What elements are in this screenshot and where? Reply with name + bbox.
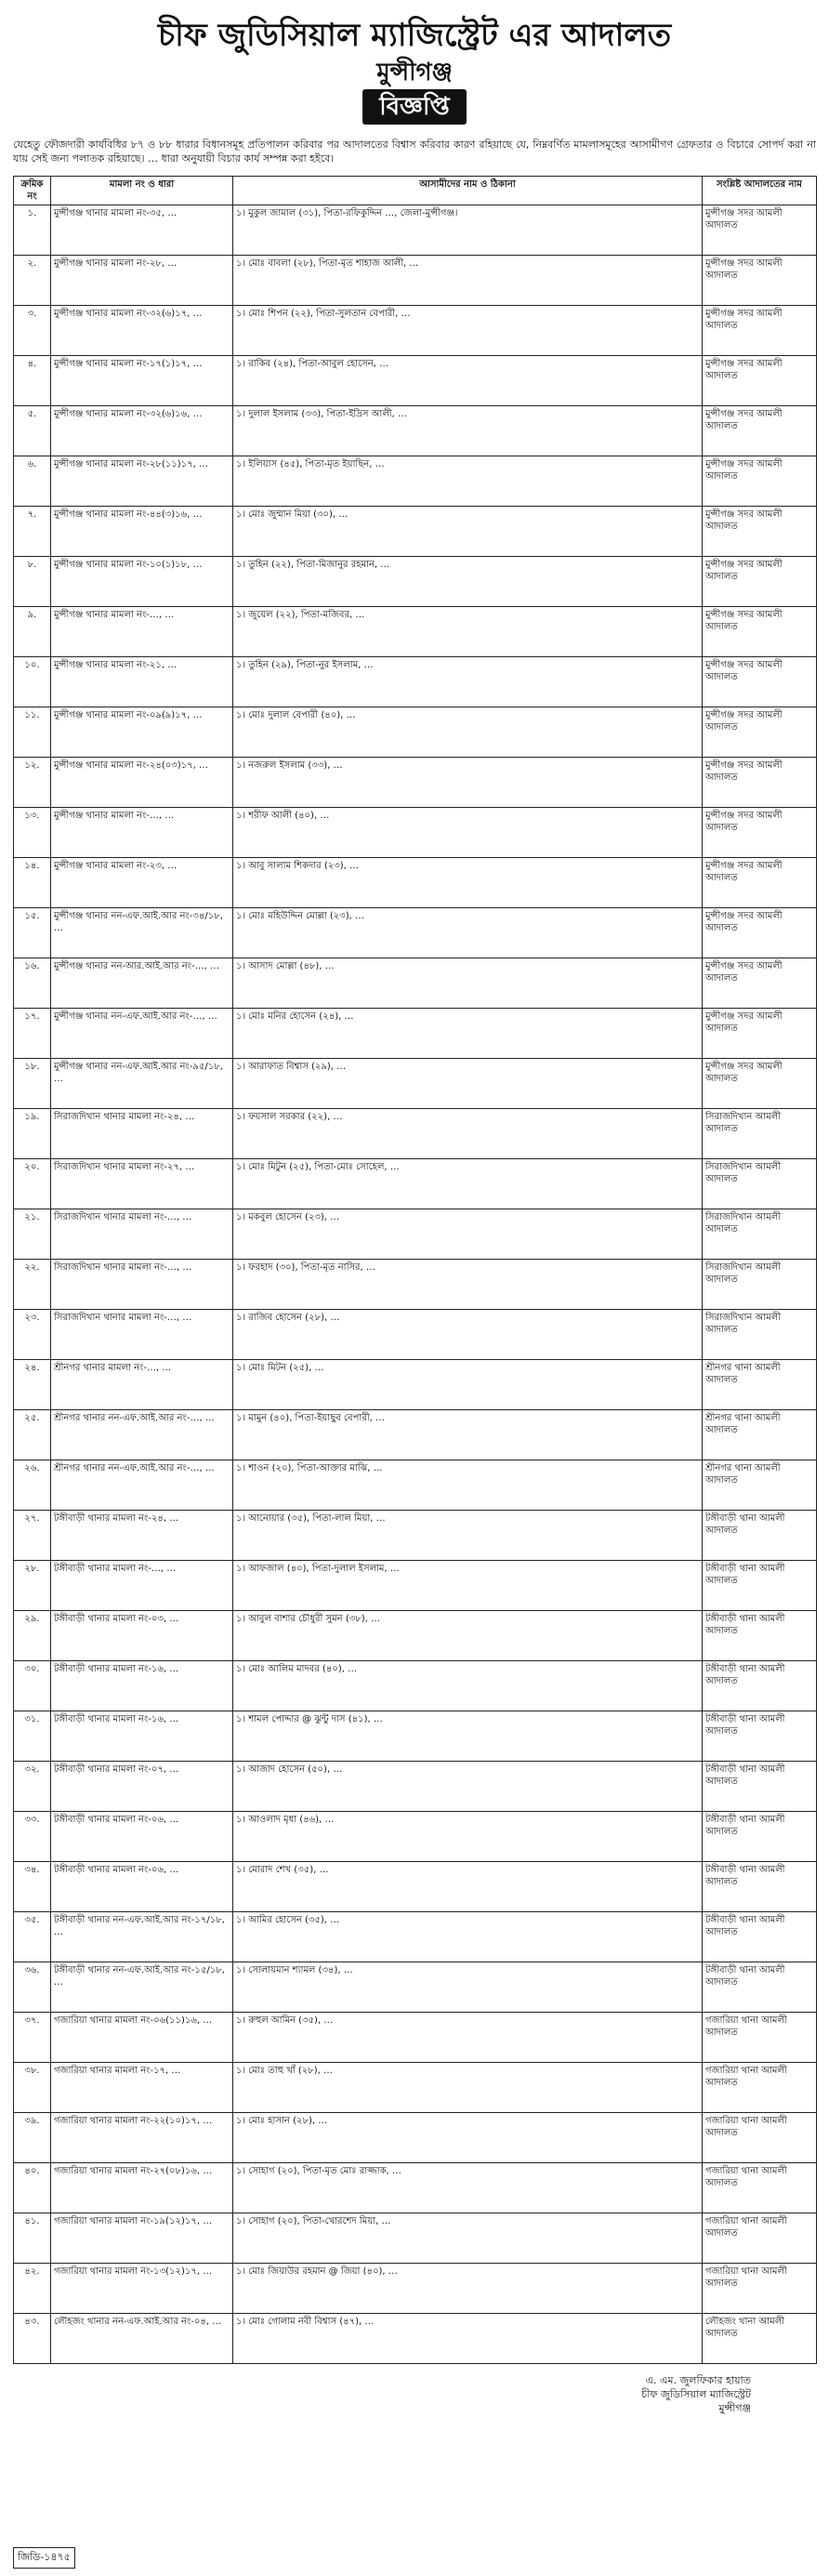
row-serial: ১৮.	[14, 1059, 51, 1109]
table-row	[14, 657, 817, 707]
row-accused: ১। মোঃ মনির হোসেন (২৪), …	[233, 1009, 703, 1059]
row-court: সিরাজদিখান আমলী আদালত	[703, 1209, 817, 1260]
accused-table	[13, 176, 817, 2364]
row-accused: ১। তুহিন (২২), পিতা-মিজানুর রহমান, …	[233, 557, 703, 607]
row-accused: ১। আরাফাত বিশ্বাস (২৯), …	[233, 1059, 703, 1109]
signatory-title: চীফ জুডিসিয়াল ম্যাজিস্ট্রেট	[641, 2388, 751, 2400]
table-row	[14, 1912, 817, 1962]
row-court: মুন্সীগঞ্জ সদর আমলী আদালত	[703, 607, 817, 657]
row-serial: ৪২.	[14, 2264, 51, 2314]
row-serial: ১৬.	[14, 958, 51, 1009]
row-case: মুন্সীগঞ্জ থানার নন-এফ.আই.আর নং-৯৫/১৮, …	[51, 1059, 233, 1109]
table-row	[14, 808, 817, 858]
row-serial: ৩১.	[14, 1711, 51, 1762]
row-case: মুন্সীগঞ্জ থানার মামলা নং-২৪(০৩)১৭, …	[51, 758, 233, 808]
row-court: মুন্সীগঞ্জ সদর আমলী আদালত	[703, 356, 817, 406]
table-row	[14, 707, 817, 758]
row-accused: ১। মোঃ শিপন (২২), পিতা-সুলতান বেপারী, …	[233, 306, 703, 356]
signatory-name: এ. এম. জুলফিকার হায়াত	[645, 2374, 751, 2386]
row-case: টঙ্গীবাড়ী থানার মামলা নং-১৬, …	[51, 1661, 233, 1711]
row-accused: ১। আজাদ হোসেন (৫০), …	[233, 1762, 703, 1812]
table-row	[14, 1260, 817, 1310]
row-court: লৌহজং থানা আমলী আদালত	[703, 2314, 817, 2364]
row-case: সিরাজদিখান থানার মামলা নং-…, …	[51, 1310, 233, 1360]
row-court: সিরাজদিখান আমলী আদালত	[703, 1310, 817, 1360]
table-row	[14, 2213, 817, 2264]
row-case: টঙ্গীবাড়ী থানার মামলা নং-০৬, …	[51, 1862, 233, 1912]
table-row	[14, 205, 817, 256]
table-header-row	[14, 177, 817, 205]
row-serial: ১৭.	[14, 1009, 51, 1059]
row-case: গজারিয়া থানার মামলা নং-১৩(১২)১৭, …	[51, 2264, 233, 2314]
row-case: গজারিয়া থানার মামলা নং-২৭(০৮)১৬, …	[51, 2163, 233, 2213]
row-accused: ১। নজরুল ইসলাম (৩৩), …	[233, 758, 703, 808]
row-accused: ১। মকবুল হোসেন (২৩), …	[233, 1209, 703, 1260]
row-accused: ১। তুহিন (২৯), পিতা-নুর ইসলাম, …	[233, 657, 703, 707]
row-court: শ্রীনগর থানা আমলী আদালত	[703, 1360, 817, 1410]
row-serial: ১৫.	[14, 908, 51, 958]
row-accused: ১। দুলাল ইসলাম (৩৩), পিতা-ইদ্রিস আলী, …	[233, 406, 703, 456]
row-accused: ১। মোঃ হাসান (২৮), …	[233, 2113, 703, 2163]
table-row	[14, 1410, 817, 1460]
signatory-place: মুন্সীগঞ্জ	[718, 2402, 751, 2414]
row-case: টঙ্গীবাড়ী থানার মামলা নং-…, …	[51, 1561, 233, 1611]
table-row	[14, 2264, 817, 2314]
row-court: টঙ্গীবাড়ী থানা আমলী আদালত	[703, 1611, 817, 1661]
row-case: মুন্সীগঞ্জ থানার মামলা নং-২১, …	[51, 657, 233, 707]
row-court: গজারিয়া থানা আমলী আদালত	[703, 2013, 817, 2063]
table-row	[14, 1159, 817, 1209]
row-case: মুন্সীগঞ্জ থানার মামলা নং-…, …	[51, 808, 233, 858]
table-row	[14, 356, 817, 406]
table-row	[14, 1059, 817, 1109]
row-accused: ১। মোঃ মিটুন (২৫), পিতা-মোঃ সোহেল, …	[233, 1159, 703, 1209]
table-row	[14, 2063, 817, 2113]
row-accused: ১। মোরাদ শেখ (৩৫), …	[233, 1862, 703, 1912]
row-accused: ১। সোহাগ (২০), পিতা-খোরশেদ মিয়া, …	[233, 2213, 703, 2264]
notice-label: বিজ্ঞপ্তি	[362, 89, 467, 125]
row-court: গজারিয়া থানা আমলী আদালত	[703, 2213, 817, 2264]
table-row	[14, 507, 817, 557]
table-row	[14, 1360, 817, 1410]
court-title: চীফ জুডিসিয়াল ম্যাজিস্ট্রেট এর আদালত	[157, 17, 672, 54]
table-row	[14, 1711, 817, 1762]
row-case: মুন্সীগঞ্জ থানার মামলা নং-৩২(৬)১৬, …	[51, 406, 233, 456]
row-accused: ১। আওলাদ মৃধা (৪৬), …	[233, 1812, 703, 1862]
row-serial: ২.	[14, 256, 51, 306]
table-row	[14, 1862, 817, 1912]
row-court: মুন্সীগঞ্জ সদর আমলী আদালত	[703, 908, 817, 958]
row-court: মুন্সীগঞ্জ সদর আমলী আদালত	[703, 205, 817, 256]
row-accused: ১। সোহাগ (২০), পিতা-মৃত মোঃ রাজ্জাক, …	[233, 2163, 703, 2213]
row-serial: ২২.	[14, 1260, 51, 1310]
table-row	[14, 958, 817, 1009]
row-serial: ৭.	[14, 507, 51, 557]
row-case: মুন্সীগঞ্জ থানার নন-এফ.আই.আর নং-৩৪/১৮, …	[51, 908, 233, 958]
row-serial: ৮.	[14, 557, 51, 607]
row-court: মুন্সীগঞ্জ সদর আমলী আদালত	[703, 456, 817, 507]
row-serial: ৩৯.	[14, 2113, 51, 2163]
row-serial: ৩৫.	[14, 1912, 51, 1962]
row-court: মুন্সীগঞ্জ সদর আমলী আদালত	[703, 1009, 817, 1059]
district-name: মুন্সীগঞ্জ	[376, 59, 453, 86]
row-case: গজারিয়া থানার মামলা নং-২২(১০)১৭, …	[51, 2113, 233, 2163]
row-case: টঙ্গীবাড়ী থানার মামলা নং-০৩, …	[51, 1611, 233, 1661]
row-accused: ১। মোঃ তাহু খাঁ (২৮), …	[233, 2063, 703, 2113]
row-court: গজারিয়া থানা আমলী আদালত	[703, 2163, 817, 2213]
row-serial: ২০.	[14, 1159, 51, 1209]
row-serial: ৬.	[14, 456, 51, 507]
row-case: গজারিয়া থানার মামলা নং-০৬(১১)১৬, …	[51, 2013, 233, 2063]
row-case: মুন্সীগঞ্জ থানার মামলা নং-১০(১)১৮, …	[51, 557, 233, 607]
table-row	[14, 2113, 817, 2163]
table-row	[14, 1661, 817, 1711]
table-row	[14, 858, 817, 908]
row-court: টঙ্গীবাড়ী থানা আমলী আদালত	[703, 1962, 817, 2013]
row-court: টঙ্গীবাড়ী থানা আমলী আদালত	[703, 1711, 817, 1762]
row-serial: ১২.	[14, 758, 51, 808]
table-row	[14, 1812, 817, 1862]
row-accused: ১। সোলায়মান শ্যামল (৩৪), …	[233, 1962, 703, 2013]
row-case: গজারিয়া থানার মামলা নং-১৭, …	[51, 2063, 233, 2113]
table-row	[14, 2163, 817, 2213]
row-case: সিরাজদিখান থানার মামলা নং-২৪, …	[51, 1109, 233, 1159]
row-accused: ১। মোঃ মহিউদ্দিন মোল্লা (২৩), …	[233, 908, 703, 958]
row-accused: ১। রাজিব হোসেন (২৮), …	[233, 1310, 703, 1360]
row-court: মুন্সীগঞ্জ সদর আমলী আদালত	[703, 707, 817, 758]
row-case: সিরাজদিখান থানার মামলা নং-২৭, …	[51, 1159, 233, 1209]
row-serial: ৫.	[14, 406, 51, 456]
row-serial: ৩.	[14, 306, 51, 356]
row-serial: ৩৭.	[14, 2013, 51, 2063]
row-court: সিরাজদিখান আমলী আদালত	[703, 1260, 817, 1310]
row-case: মুন্সীগঞ্জ থানার নন-আর.আই.আর নং-…, …	[51, 958, 233, 1009]
row-court: মুন্সীগঞ্জ সদর আমলী আদালত	[703, 958, 817, 1009]
row-case: টঙ্গীবাড়ী থানার মামলা নং-২৪, …	[51, 1511, 233, 1561]
row-court: টঙ্গীবাড়ী থানা আমলী আদালত	[703, 1511, 817, 1561]
row-serial: ৩৮.	[14, 2063, 51, 2113]
row-serial: ২৪.	[14, 1360, 51, 1410]
row-court: শ্রীনগর থানা আমলী আদালত	[703, 1410, 817, 1460]
row-accused: ১। ফয়সাল সরকার (২২), …	[233, 1109, 703, 1159]
row-serial: ২৩.	[14, 1310, 51, 1360]
row-court: টঙ্গীবাড়ী থানা আমলী আদালত	[703, 1661, 817, 1711]
row-serial: ৪৩.	[14, 2314, 51, 2364]
row-accused: ১। আবু সালাম শিকদার (২৩), …	[233, 858, 703, 908]
row-court: মুন্সীগঞ্জ সদর আমলী আদালত	[703, 406, 817, 456]
row-court: মুন্সীগঞ্জ সদর আমলী আদালত	[703, 256, 817, 306]
row-court: টঙ্গীবাড়ী থানা আমলী আদালত	[703, 1762, 817, 1812]
row-serial: ১৪.	[14, 858, 51, 908]
row-case: মুন্সীগঞ্জ থানার নন-এফ.আই.আর নং-…, …	[51, 1009, 233, 1059]
row-case: মুন্সীগঞ্জ থানার মামলা নং-…, …	[51, 607, 233, 657]
row-accused: ১। মোঃ জুম্মান মিয়া (৩০), …	[233, 507, 703, 557]
row-serial: ৯.	[14, 607, 51, 657]
row-serial: ১১.	[14, 707, 51, 758]
row-serial: ২৯.	[14, 1611, 51, 1661]
row-serial: ২৫.	[14, 1410, 51, 1460]
table-row	[14, 1962, 817, 2013]
row-case: মুন্সীগঞ্জ থানার মামলা নং-২৩, …	[51, 858, 233, 908]
table-row	[14, 1762, 817, 1812]
table-row	[14, 1511, 817, 1561]
row-court: গজারিয়া থানা আমলী আদালত	[703, 2063, 817, 2113]
row-court: মুন্সীগঞ্জ সদর আমলী আদালত	[703, 808, 817, 858]
row-court: গজারিয়া থানা আমলী আদালত	[703, 2264, 817, 2314]
header-serial: ক্রমিক নং	[14, 177, 51, 205]
row-serial: ৩৬.	[14, 1962, 51, 2013]
row-serial: ৪.	[14, 356, 51, 406]
row-case: টঙ্গীবাড়ী থানার নন-এফ.আই.আর নং-১৫/১৮, …	[51, 1962, 233, 2013]
row-serial: ২১.	[14, 1209, 51, 1260]
row-serial: ১.	[14, 205, 51, 256]
row-accused: ১। শাওন (২০), পিতা-আক্তার মাঝি, …	[233, 1460, 703, 1511]
row-serial: ২৭.	[14, 1511, 51, 1561]
row-serial: ২৬.	[14, 1460, 51, 1511]
row-accused: ১। রাকিব (২৪), পিতা-আবুল হোসেন, …	[233, 356, 703, 406]
row-serial: ১৯.	[14, 1109, 51, 1159]
row-court: মুন্সীগঞ্জ সদর আমলী আদালত	[703, 858, 817, 908]
table-row	[14, 2013, 817, 2063]
row-case: মুন্সীগঞ্জ থানার মামলা নং-১৭(১)১৭, …	[51, 356, 233, 406]
row-court: টঙ্গীবাড়ী থানা আমলী আদালত	[703, 1862, 817, 1912]
header-case: মামলা নং ও ধারা	[51, 177, 233, 205]
row-serial: ৪০.	[14, 2163, 51, 2213]
row-case: মুন্সীগঞ্জ থানার মামলা নং-২৮, …	[51, 256, 233, 306]
table-row	[14, 306, 817, 356]
row-case: টঙ্গীবাড়ী থানার নন-এফ.আই.আর নং-১৭/১৮, …	[51, 1912, 233, 1962]
row-serial: ১০.	[14, 657, 51, 707]
row-case: টঙ্গীবাড়ী থানার মামলা নং-১৬, …	[51, 1711, 233, 1762]
table-row	[14, 406, 817, 456]
row-serial: ৩৩.	[14, 1812, 51, 1862]
row-accused: ১। মামুন (৪০), পিতা-ইয়াছুব বেপারী, …	[233, 1410, 703, 1460]
row-accused: ১। শরীফ আলী (৪০), …	[233, 808, 703, 858]
row-accused: ১। আনোয়ার (৩৫), পিতা-লাল মিয়া, …	[233, 1511, 703, 1561]
row-accused: ১। মোঃ বাবলা (২৮), পিতা-মৃত শাহাজ আলী, …	[233, 256, 703, 306]
table-row	[14, 1561, 817, 1611]
row-serial: ২৮.	[14, 1561, 51, 1611]
row-case: শ্রীনগর থানার মামলা নং-…, …	[51, 1360, 233, 1410]
table-row	[14, 1310, 817, 1360]
row-accused: ১। ফরহাদ (৩০), পিতা-মৃত নাসির, …	[233, 1260, 703, 1310]
row-accused: ১। মোঃ দুলাল বেপারী (৪০), …	[233, 707, 703, 758]
row-case: শ্রীনগর থানার নন-এফ.আই.আর নং-…, …	[51, 1460, 233, 1511]
row-case: সিরাজদিখান থানার মামলা নং-…, …	[51, 1209, 233, 1260]
table-row	[14, 456, 817, 507]
row-court: গজারিয়া থানা আমলী আদালত	[703, 2113, 817, 2163]
row-court: মুন্সীগঞ্জ সদর আমলী আদালত	[703, 507, 817, 557]
intro-paragraph: যেহেতু ফৌজদারী কার্যবিধির ৮৭ ও ৮৮ ধারার বিধানসমূহ প্রতিপালন করিবার পর আদালতের বিশ্বাস করিবার কারণ রহিয়াছে যে, নিম্নবর্ণিত মামলাসমূহের আসামীগণ গ্রেফতার ও বিচারে সোপর্দ করা না যায় সেই জন্য পলাতক রহিয়াছে। … ধারা অনুযায়ী বিচার কার্য সম্পন্ন করা হইবে।	[13, 139, 816, 165]
row-court: মুন্সীগঞ্জ সদর আমলী আদালত	[703, 557, 817, 607]
row-accused: ১। আফজাল (৪০), পিতা-দুলাল ইসলাম, …	[233, 1561, 703, 1611]
row-serial: ১৩.	[14, 808, 51, 858]
table-row	[14, 758, 817, 808]
row-accused: ১। মোঃ গোলাম নবী বিশ্বাস (৪৭), …	[233, 2314, 703, 2364]
table-row	[14, 2314, 817, 2364]
row-case: মুন্সীগঞ্জ থানার মামলা নং-৩২(৬)১৭, …	[51, 306, 233, 356]
row-case: মুন্সীগঞ্জ থানার মামলা নং-৪৪(৩)১৬, …	[51, 507, 233, 557]
row-accused: ১। মোঃ মিটন (২৫), …	[233, 1360, 703, 1410]
row-court: সিরাজদিখান আমলী আদালত	[703, 1109, 817, 1159]
row-court: মুন্সীগঞ্জ সদর আমলী আদালত	[703, 306, 817, 356]
row-case: সিরাজদিখান থানার মামলা নং-…, …	[51, 1260, 233, 1310]
row-case: গজারিয়া থানার মামলা নং-১৯(১২)১৭, …	[51, 2213, 233, 2264]
row-accused: ১। আমির হোসেন (৩৫), …	[233, 1912, 703, 1962]
signature-block	[13, 2373, 816, 2415]
table-body	[14, 205, 817, 2364]
row-serial: ৪১.	[14, 2213, 51, 2264]
row-accused: ১। মোঃ আলিম মাদবর (৪০), …	[233, 1661, 703, 1711]
row-accused: ১। রুহুল আমিন (৩৫), …	[233, 2013, 703, 2063]
table-row	[14, 908, 817, 958]
notice-banner	[13, 89, 816, 125]
row-accused: ১। আবুল বাশার চৌধুরী সুমন (৩৮), …	[233, 1611, 703, 1661]
row-case: মুন্সীগঞ্জ থানার মামলা নং-০৯(৯)১৭, …	[51, 707, 233, 758]
row-case: টঙ্গীবাড়ী থানার মামলা নং-০৭, …	[51, 1762, 233, 1812]
row-court: মুন্সীগঞ্জ সদর আমলী আদালত	[703, 657, 817, 707]
row-court: মুন্সীগঞ্জ সদর আমলী আদালত	[703, 1059, 817, 1109]
row-court: মুন্সীগঞ্জ সদর আমলী আদালত	[703, 758, 817, 808]
header-court: সংশ্লিষ্ট আদালতের নাম	[703, 177, 817, 205]
table-row	[14, 1109, 817, 1159]
row-accused: ১। আসাদ মোল্লা (৪৮), …	[233, 958, 703, 1009]
row-serial: ৩২.	[14, 1762, 51, 1812]
row-accused: ১। শামল পোদ্দার @ ঝুন্টু দাস (৪১), …	[233, 1711, 703, 1762]
row-case: মুন্সীগঞ্জ থানার মামলা নং-২৮(১১)১৭, …	[51, 456, 233, 507]
row-case: লৌহজং থানার নন-এফ.আই.আর নং-০৪, …	[51, 2314, 233, 2364]
row-court: টঙ্গীবাড়ী থানা আমলী আদালত	[703, 1812, 817, 1862]
table-row	[14, 607, 817, 657]
ad-code: জিডি-১৪৭৫	[13, 2547, 75, 2569]
row-accused: ১। মুকুল জামাল (৩১), পিতা-রফিকুদ্দিন …, জেলা-মুন্সীগঞ্জ।	[233, 205, 703, 256]
row-case: মুন্সীগঞ্জ থানার মামলা নং-৩৫, …	[51, 205, 233, 256]
row-accused: ১। জুয়েল (২২), পিতা-মজিবর, …	[233, 607, 703, 657]
row-court: টঙ্গীবাড়ী থানা আমলী আদালত	[703, 1912, 817, 1962]
table-row	[14, 1611, 817, 1661]
table-row	[14, 1009, 817, 1059]
row-serial: ৩০.	[14, 1661, 51, 1711]
row-case: টঙ্গীবাড়ী থানার মামলা নং-০৬, …	[51, 1812, 233, 1862]
table-row	[14, 256, 817, 306]
row-accused: ১। মোঃ জিয়াউর রহমান @ জিয়া (৪০), …	[233, 2264, 703, 2314]
table-row	[14, 1460, 817, 1511]
row-court: টঙ্গীবাড়ী থানা আমলী আদালত	[703, 1561, 817, 1611]
row-court: সিরাজদিখান আমলী আদালত	[703, 1159, 817, 1209]
row-case: শ্রীনগর থানার নন-এফ.আই.আর নং-…, …	[51, 1410, 233, 1460]
table-row	[14, 1209, 817, 1260]
row-court: শ্রীনগর থানা আমলী আদালত	[703, 1460, 817, 1511]
row-serial: ৩৪.	[14, 1862, 51, 1912]
header-accused: আসামীদের নাম ও ঠিকানা	[233, 177, 703, 205]
table-row	[14, 557, 817, 607]
row-accused: ১। ইলিয়াস (৪৫), পিতা-মৃত ইয়াছিন, …	[233, 456, 703, 507]
